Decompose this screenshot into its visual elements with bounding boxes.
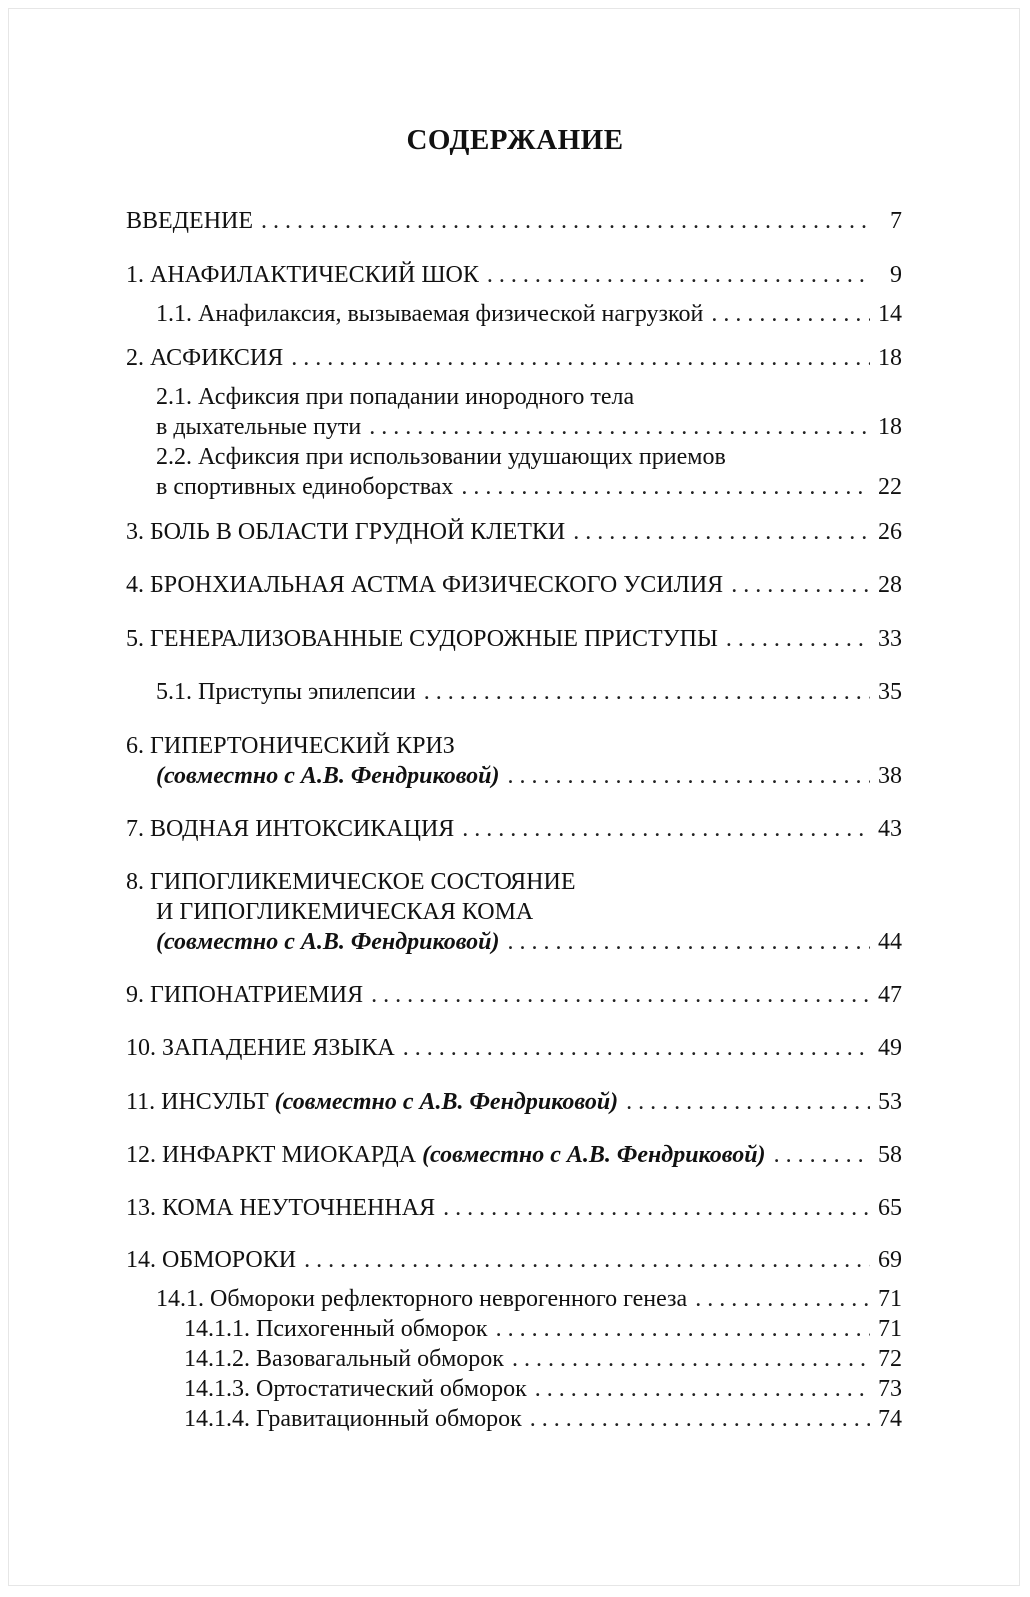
dot-leader (573, 519, 870, 546)
toc-entry-chapter-7[interactable] (126, 816, 902, 843)
toc-entry-chapter-3[interactable] (126, 519, 902, 546)
toc-entry-introduction[interactable] (126, 208, 902, 235)
toc-entry-label: 10. ЗАПАДЕНИЕ ЯЗЫКА (126, 1035, 395, 1061)
toc-entry-page: 71 (878, 1316, 902, 1342)
toc-entry-chapter-12[interactable] (126, 1142, 902, 1169)
dot-leader (530, 1406, 870, 1433)
toc-entry-label: 14.1.3. Ортостатический обморок (184, 1376, 527, 1402)
dot-leader (731, 572, 870, 599)
toc-entry-chapter-11[interactable] (126, 1089, 902, 1116)
toc-entry-page: 74 (878, 1406, 902, 1432)
toc-entry-page: 26 (878, 519, 902, 545)
dot-leader (695, 1286, 870, 1313)
toc-entry-section-14-1[interactable] (156, 1286, 902, 1313)
toc-entry-page: 28 (878, 572, 902, 598)
page-title: СОДЕРЖАНИЕ (406, 124, 624, 156)
toc-entry-section-1-1[interactable] (156, 301, 902, 328)
toc-entry-label: 1.1. Анафилаксия, вызываемая физической нагрузкой (156, 301, 704, 327)
toc-entry-page: 38 (878, 763, 902, 789)
dot-leader (487, 262, 870, 289)
toc-entry-section-14-1-3[interactable] (184, 1376, 902, 1403)
toc-entry-label: 3. БОЛЬ В ОБЛАСТИ ГРУДНОЙ КЛЕТКИ (126, 519, 566, 545)
toc-entry-coauthor: (совместно с А.В. Фендриковой) (156, 763, 500, 789)
dot-leader (462, 816, 870, 843)
toc-entry-chapter-13[interactable] (126, 1195, 902, 1222)
dot-leader (461, 474, 870, 501)
toc-entry-section-14-1-2[interactable] (184, 1346, 902, 1373)
toc-entry-page: 58 (878, 1142, 902, 1168)
dot-leader (711, 301, 870, 328)
toc-entry-chapter-10[interactable] (126, 1035, 902, 1062)
toc-entry-page: 49 (878, 1035, 902, 1061)
toc-entry-section-2-2-line1[interactable]: 2.2. Асфиксия при использовании удушающих приемов (156, 444, 726, 470)
toc-entry-chapter-6[interactable] (156, 763, 902, 790)
toc-entry-section-2-2[interactable] (156, 474, 902, 501)
toc-entry-section-2-1-line1[interactable]: 2.1. Асфиксия при попадании инородного тела (156, 384, 635, 410)
dot-leader (512, 1346, 870, 1373)
toc-entry-chapter-8[interactable] (156, 929, 902, 956)
dot-leader (424, 679, 870, 706)
toc-entry-page: 9 (890, 262, 902, 288)
toc-entry-page: 69 (878, 1247, 902, 1273)
dot-leader (304, 1247, 870, 1274)
toc-entry-chapter-4[interactable] (126, 572, 902, 599)
toc-entry-page: 53 (878, 1089, 902, 1115)
toc-entry-label: 14.1.4. Гравитационный обморок (184, 1406, 522, 1432)
dot-leader (371, 982, 870, 1009)
toc-entry-page: 35 (878, 679, 902, 705)
dot-leader (774, 1142, 870, 1169)
toc-entry-label: 13. КОМА НЕУТОЧНЕННАЯ (126, 1195, 436, 1221)
toc-entry-section-14-1-1[interactable] (184, 1316, 902, 1343)
dot-leader (261, 208, 870, 235)
toc-entry-label: ВВЕДЕНИЕ (126, 208, 254, 234)
toc-entry-page: 71 (878, 1286, 902, 1312)
toc-entry-label: 2. АСФИКСИЯ (126, 345, 284, 371)
dot-leader (443, 1195, 870, 1222)
dot-leader (403, 1035, 870, 1062)
toc-entry-page: 22 (878, 474, 902, 500)
dot-leader (535, 1376, 870, 1403)
toc-entry-label: 9. ГИПОНАТРИЕМИЯ (126, 982, 364, 1008)
toc-entry-section-2-1[interactable] (156, 414, 902, 441)
toc-entry-chapter-14[interactable] (126, 1247, 902, 1274)
toc-entry-page: 72 (878, 1346, 902, 1372)
dot-leader (291, 345, 870, 372)
toc-entry-label: 4. БРОНХИАЛЬНАЯ АСТМА ФИЗИЧЕСКОГО УСИЛИЯ (126, 572, 724, 598)
toc-entry-section-5-1[interactable] (156, 679, 902, 706)
toc-entry-chapter-1[interactable] (126, 262, 902, 289)
toc-entry-page: 7 (890, 208, 902, 234)
toc-entry-label: 5.1. Приступы эпилепсии (156, 679, 416, 705)
toc-entry-label: в спортивных единоборствах (156, 474, 454, 500)
dot-leader (508, 929, 871, 956)
toc-entry-chapter-5[interactable] (126, 626, 902, 653)
toc-entry-page: 18 (878, 414, 902, 440)
toc-entry-page: 14 (878, 301, 902, 327)
toc-entry-label: 5. ГЕНЕРАЛИЗОВАННЫЕ СУДОРОЖНЫЕ ПРИСТУПЫ (126, 626, 718, 652)
toc-entry-chapter-6-line1[interactable]: 6. ГИПЕРТОНИЧЕСКИЙ КРИЗ (126, 733, 455, 759)
dot-leader (626, 1089, 870, 1116)
toc-entry-label: 14. ОБМОРОКИ (126, 1247, 297, 1273)
toc-entry-page: 73 (878, 1376, 902, 1402)
toc-entry-label: 14.1.1. Психогенный обморок (184, 1316, 488, 1342)
toc-entry-page: 65 (878, 1195, 902, 1221)
toc-entry-chapter-8-line1[interactable]: 8. ГИПОГЛИКЕМИЧЕСКОЕ СОСТОЯНИЕ (126, 869, 576, 895)
toc-entry-label: 14.1.2. Вазовагальный обморок (184, 1346, 504, 1372)
toc-entry-label: 1. АНАФИЛАКТИЧЕСКИЙ ШОК (126, 262, 479, 288)
toc-entry-page: 47 (878, 982, 902, 1008)
dot-leader (369, 414, 870, 441)
toc-entry-label: 11. ИНСУЛЬТ (126, 1089, 269, 1115)
toc-entry-page: 44 (878, 929, 902, 955)
toc-entry-label: 14.1. Обмороки рефлекторного неврогенного генеза (156, 1286, 688, 1312)
toc-entry-label: 7. ВОДНАЯ ИНТОКСИКАЦИЯ (126, 816, 455, 842)
toc-entry-chapter-8-line2[interactable]: И ГИПОГЛИКЕМИЧЕСКАЯ КОМА (156, 899, 534, 925)
toc-entry-page: 18 (878, 345, 902, 371)
toc-entry-chapter-2[interactable] (126, 345, 902, 372)
toc-entry-coauthor: (совместно с А.В. Фендриковой) (274, 1089, 619, 1115)
toc-entry-chapter-9[interactable] (126, 982, 902, 1009)
toc-entry-label: в дыхательные пути (156, 414, 362, 440)
dot-leader (726, 626, 870, 653)
dot-leader (508, 763, 871, 790)
toc-entry-label: 12. ИНФАРКТ МИОКАРДА (126, 1142, 417, 1168)
toc-entry-page: 43 (878, 816, 902, 842)
dot-leader (496, 1316, 870, 1343)
toc-entry-section-14-1-4[interactable] (184, 1406, 902, 1433)
toc-entry-coauthor: (совместно с А.В. Фендриковой) (156, 929, 500, 955)
toc-entry-page: 33 (878, 626, 902, 652)
toc-entry-coauthor: (совместно с А.В. Фендриковой) (422, 1142, 766, 1168)
